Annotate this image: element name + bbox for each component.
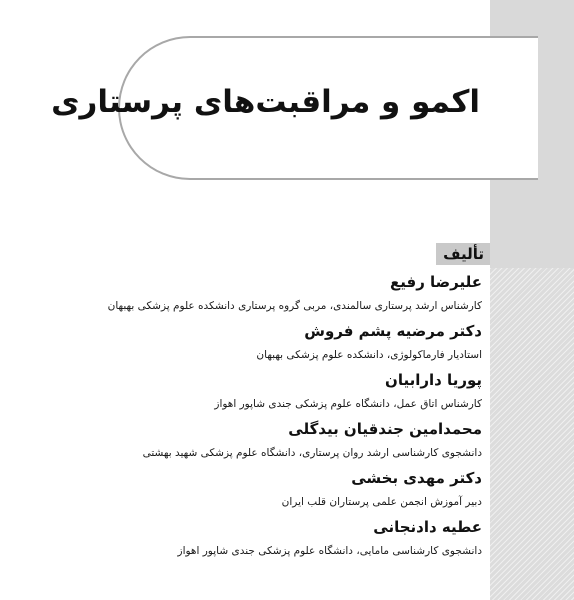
author-description: کارشناس اتاق عمل، دانشگاه علوم پزشکی جندی شاپور اهواز [214, 398, 482, 410]
author-name: علیرضا رفیع [390, 273, 482, 291]
author-description: استادیار فارماکولوژی، دانشکده علوم پزشکی بهبهان [256, 349, 482, 361]
author-name: عطیه دادنجانی [373, 518, 482, 536]
authors-label: تألیف [443, 245, 484, 263]
author-entry [82, 417, 482, 466]
authors-header [436, 243, 490, 265]
author-description: دبیر آموزش انجمن علمی پرستاران قلب ایران [281, 496, 482, 508]
author-entry [82, 319, 482, 368]
side-strip-hatch [490, 268, 574, 600]
author-name: پوریا دارابیان [385, 371, 482, 389]
author-name: دکتر مهدی بخشی [351, 469, 482, 487]
authors-list [82, 270, 482, 564]
book-title: اکمو و مراقبت‌های پرستاری [51, 84, 480, 120]
author-name: دکتر مرضیه پشم فروش [304, 322, 482, 340]
author-description: کارشناس ارشد پرستاری سالمندی، مربی گروه پرستاری دانشکده علوم پزشکی بهبهان [107, 300, 482, 312]
author-description: دانشجوی کارشناسی ارشد روان پرستاری، دانشگاه علوم پزشکی شهید بهشتی [142, 447, 482, 459]
author-name: محمدامین جندقیان بیدگلی [288, 420, 482, 438]
author-entry [82, 270, 482, 319]
author-description: دانشجوی کارشناسی مامایی، دانشگاه علوم پزشکی جندی شاپور اهواز [177, 545, 482, 557]
author-entry [82, 368, 482, 417]
author-entry [82, 466, 482, 515]
author-entry [82, 515, 482, 564]
